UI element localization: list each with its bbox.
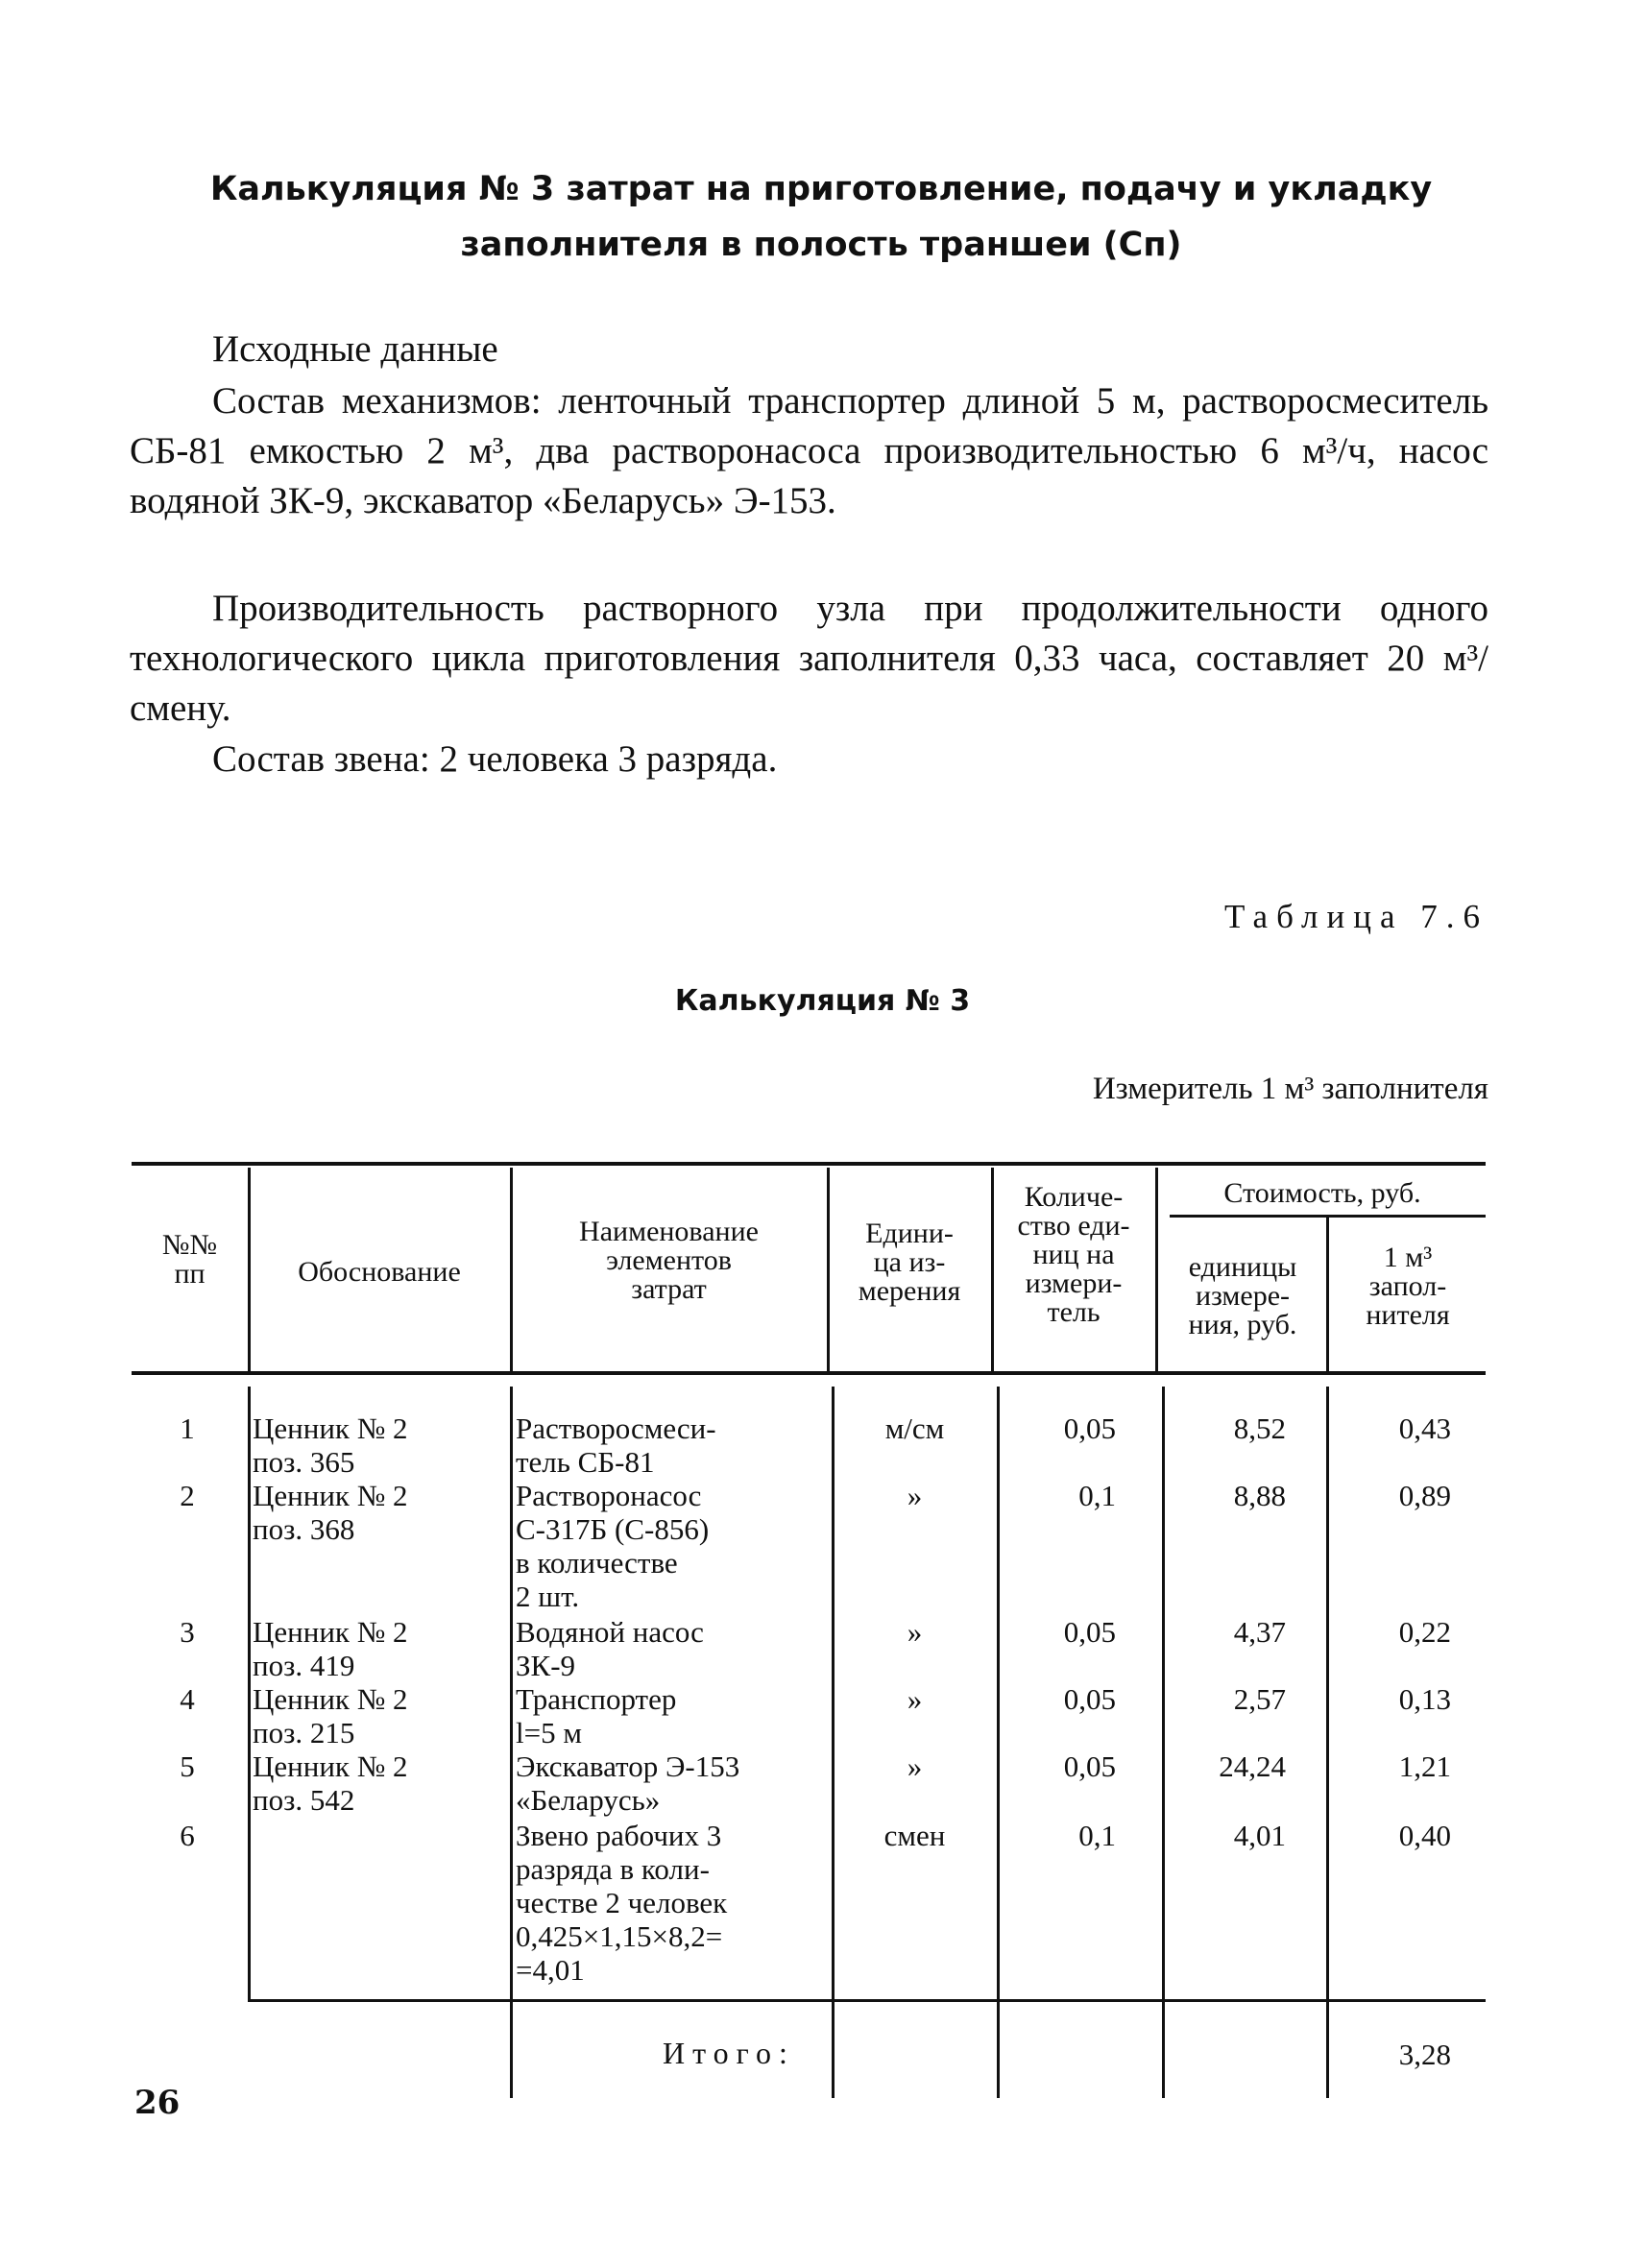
table-measure: Измеритель 1 м³ заполнителя: [1092, 1072, 1488, 1106]
crew-paragraph: Состав звена: 2 человека 3 разряда.: [212, 738, 778, 780]
header-divider: [510, 1168, 513, 1371]
row-qty: 0,05: [1063, 1615, 1116, 1649]
row-cost-m3: 0,13: [1398, 1682, 1451, 1716]
table-top-rule: [132, 1162, 1486, 1166]
row-num: 2: [180, 1479, 195, 1512]
row-num: 1: [180, 1411, 195, 1445]
row-basis: Ценник № 2 поз. 365: [253, 1411, 408, 1479]
total-divider: [510, 2002, 513, 2098]
header-cost-unit: единицы измере- ния, руб.: [1188, 1251, 1297, 1340]
row-unit: »: [907, 1749, 923, 1783]
header-divider: [1326, 1218, 1329, 1371]
row-qty: 0,1: [1078, 1479, 1116, 1512]
row-unit: »: [907, 1615, 923, 1649]
header-qty: Количе- ство еди- ниц на измери- тель: [1017, 1181, 1130, 1328]
body-divider: [1162, 1387, 1165, 1999]
header-num: №№ пп: [161, 1229, 218, 1290]
row-qty: 0,05: [1063, 1682, 1116, 1716]
row-cost-m3: 0,89: [1398, 1479, 1451, 1512]
total-divider: [832, 2002, 835, 2098]
source-data-label: Исходные данные: [212, 328, 498, 370]
row-num: 6: [180, 1819, 195, 1852]
row-num: 5: [180, 1749, 195, 1783]
calculation-heading: [144, 161, 1498, 273]
row-cost-unit: 4,01: [1233, 1819, 1286, 1852]
heading-line-2: заполнителя в полость траншеи (Сп): [460, 226, 1182, 264]
header-cost: Стоимость, руб.: [1223, 1177, 1421, 1209]
row-cost-unit: 8,52: [1233, 1411, 1286, 1445]
header-divider: [991, 1168, 994, 1371]
row-unit: »: [907, 1479, 923, 1512]
header-basis: Обоснование: [298, 1256, 461, 1288]
row-num: 4: [180, 1682, 195, 1716]
row-basis: Ценник № 2 поз. 419: [253, 1615, 408, 1682]
body-bottom-rule: [248, 1999, 1486, 2002]
header-cost-m3: 1 м³ запол- нителя: [1366, 1242, 1450, 1331]
row-cost-m3: 0,43: [1398, 1411, 1451, 1445]
header-bottom-rule: [132, 1371, 1486, 1375]
table-title: Калькуляция № 3: [674, 984, 971, 1018]
row-name: Экскаватор Э-153 «Беларусь»: [516, 1749, 740, 1817]
productivity-paragraph: Производительность растворного узла при продолжительности одного технологического цикла приготовления заполнителя 0,33 часа, составляет 20 м³/смену.: [130, 588, 1488, 729]
row-name: Растворонасос С-317Б (С-856) в количестве 2 шт.: [516, 1479, 710, 1613]
row-cost-m3: 1,21: [1398, 1749, 1451, 1783]
row-basis: Ценник № 2 поз. 215: [253, 1682, 408, 1749]
row-unit: смен: [883, 1819, 946, 1852]
total-divider: [1326, 2002, 1329, 2098]
body-divider: [248, 1387, 251, 1999]
row-cost-unit: 2,57: [1233, 1682, 1286, 1716]
header-unit: Едини- ца из- мерения: [858, 1218, 961, 1307]
body-divider: [1326, 1387, 1329, 1999]
row-unit: м/см: [884, 1411, 945, 1445]
body-divider: [510, 1387, 513, 1999]
row-cost-unit: 8,88: [1233, 1479, 1286, 1512]
row-cost-m3: 0,22: [1398, 1615, 1451, 1649]
header-name: Наименование элементов затрат: [579, 1216, 759, 1305]
body-divider: [832, 1387, 835, 1999]
total-divider: [1162, 2002, 1165, 2098]
row-name: Звено рабочих 3 разряда в коли- честве 2 человек 0,425×1,15×8,2= =4,01: [516, 1819, 728, 1987]
row-cost-unit: 24,24: [1219, 1749, 1286, 1783]
row-name: Транспортер l=5 м: [516, 1682, 677, 1749]
row-num: 3: [180, 1615, 195, 1649]
table-label: Таблица 7.6: [1224, 898, 1488, 935]
total-divider: [997, 2002, 1000, 2098]
body-divider: [997, 1387, 1000, 1999]
row-qty: 0,05: [1063, 1749, 1116, 1783]
header-divider: [248, 1168, 251, 1371]
heading-line-1: Калькуляция № 3 затрат на приготовление, подачу и укладку: [209, 170, 1433, 208]
row-name: Растворосмеси- тель СБ-81: [516, 1411, 716, 1479]
row-unit: »: [907, 1682, 923, 1716]
header-divider: [1155, 1168, 1158, 1371]
row-qty: 0,05: [1063, 1411, 1116, 1445]
total-label: Итого:: [663, 2036, 795, 2070]
row-basis: Ценник № 2 поз. 542: [253, 1749, 408, 1817]
page-number: 26: [134, 2084, 181, 2122]
row-basis: Ценник № 2 поз. 368: [253, 1479, 408, 1546]
row-name: Водяной насос ЗК-9: [516, 1615, 704, 1682]
total-value: 3,28: [1398, 2038, 1451, 2071]
header-divider: [827, 1168, 830, 1371]
row-cost-m3: 0,40: [1398, 1819, 1451, 1852]
row-cost-unit: 4,37: [1233, 1615, 1286, 1649]
row-qty: 0,1: [1078, 1819, 1116, 1852]
mechanisms-paragraph: Состав механизмов: ленточный транспортер длиной 5 м, растворосмеситель СБ-81 емкостью 2 м³, два растворонасоса производительностью 6 м³/ч, насос водяной ЗК-9, экскаватор «Беларусь» Э-153.: [130, 380, 1488, 521]
